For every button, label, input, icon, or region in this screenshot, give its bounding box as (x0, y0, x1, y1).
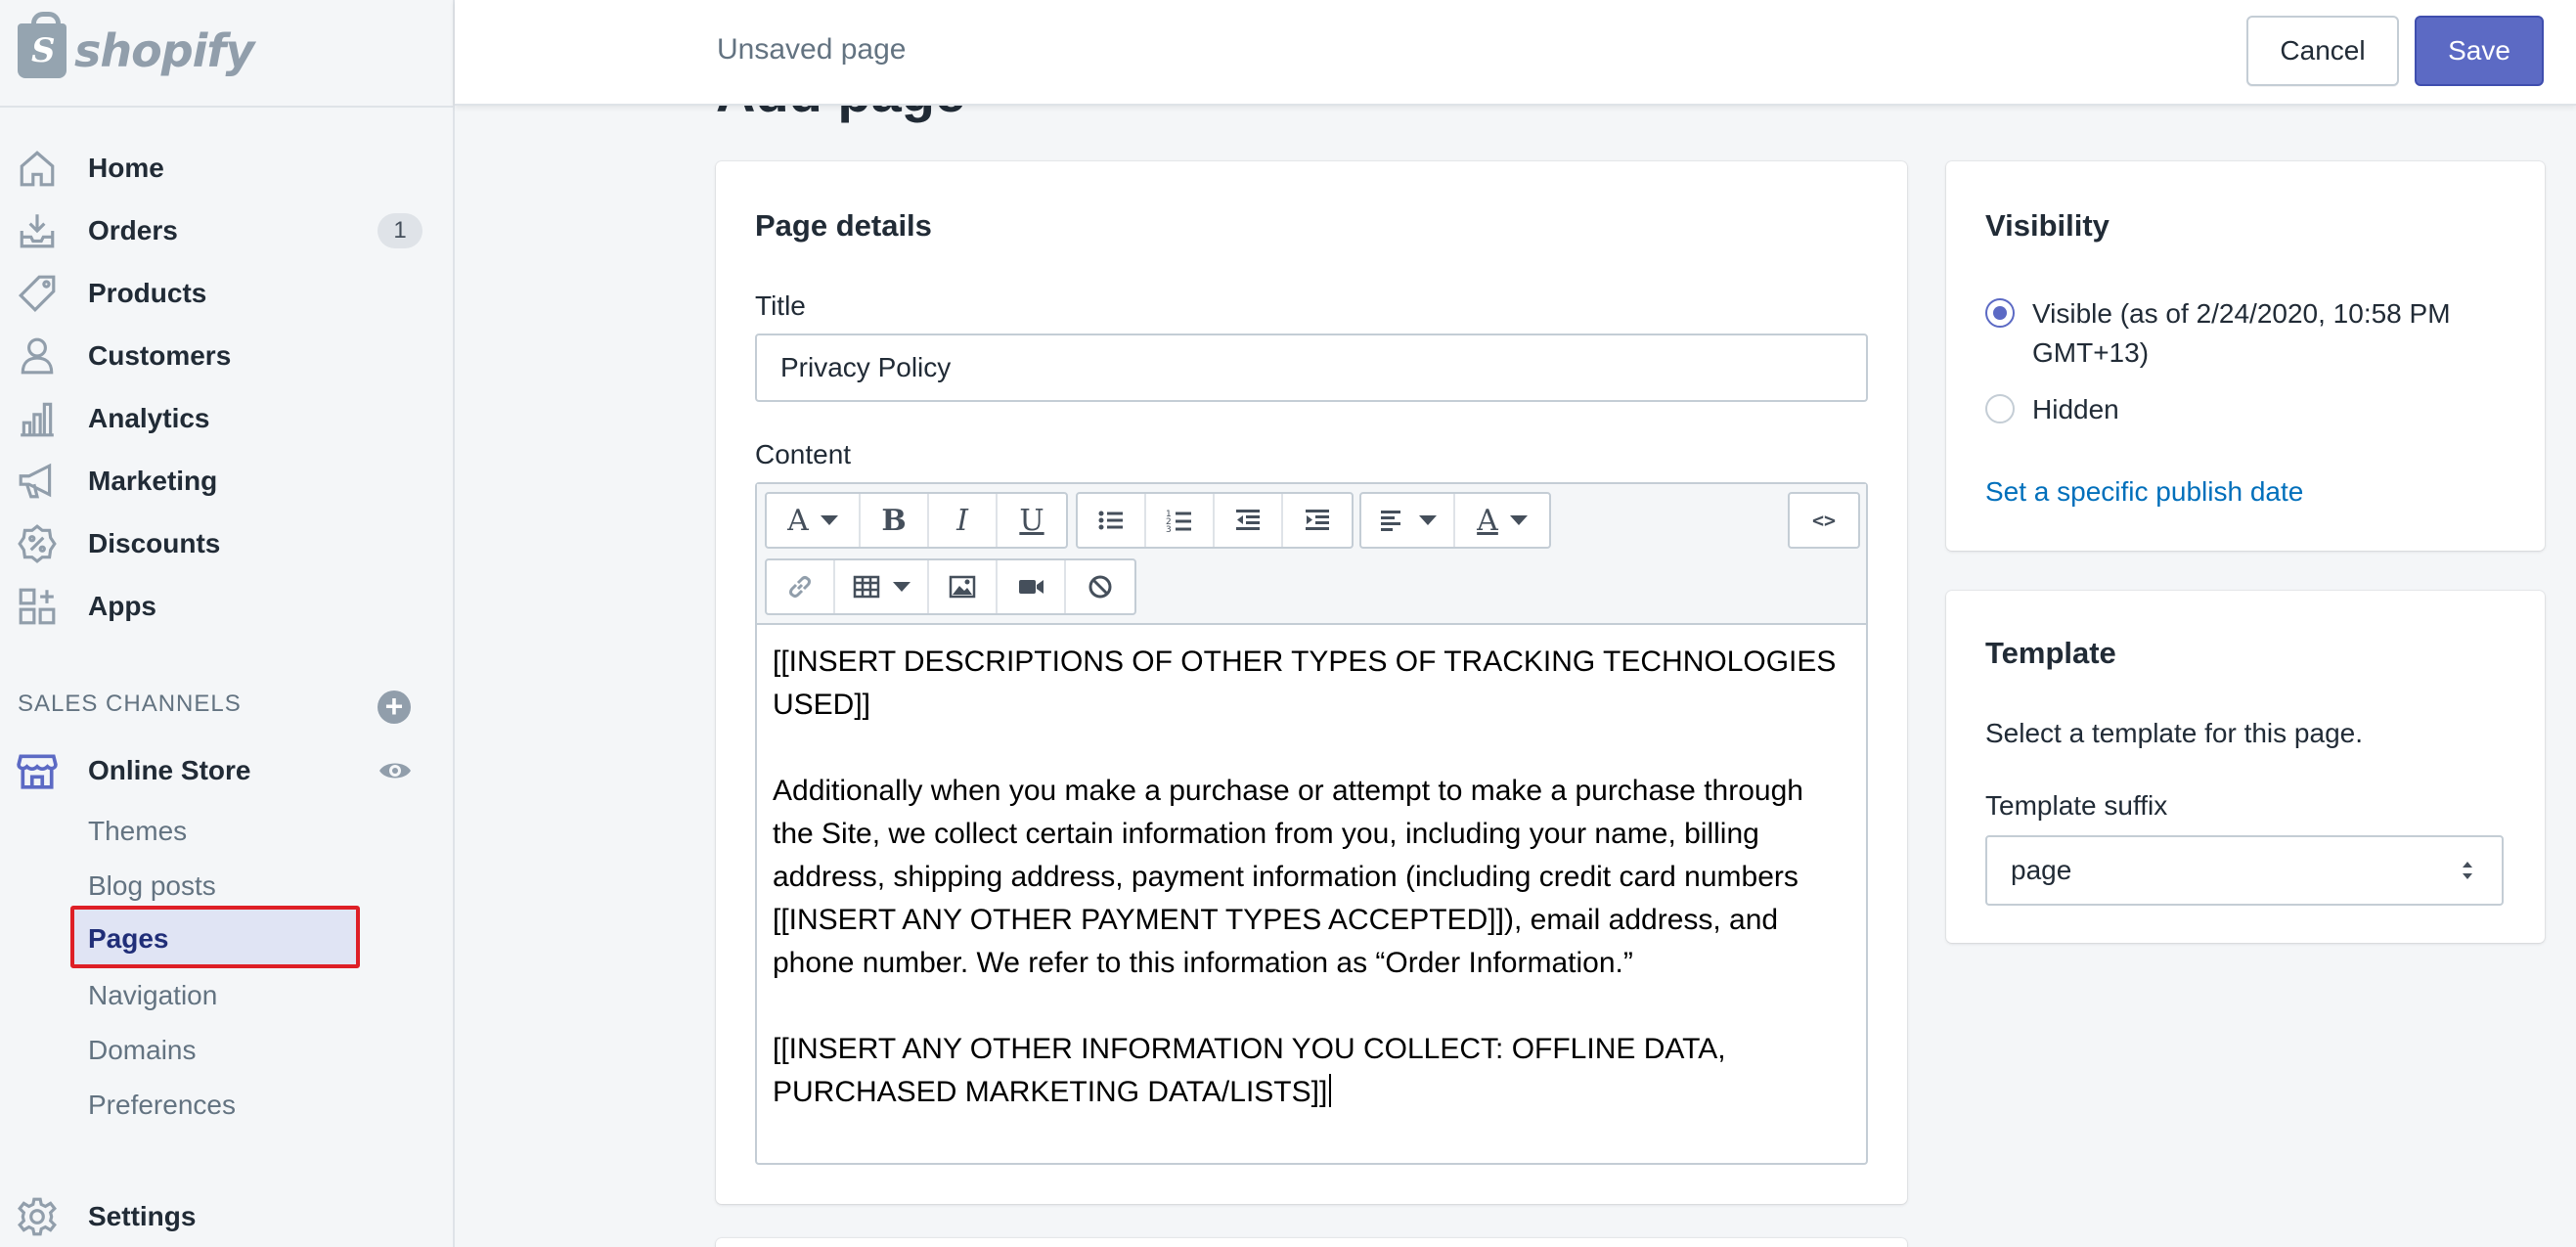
svg-text:1: 1 (1166, 510, 1172, 519)
add-sales-channel-button[interactable]: + (378, 690, 411, 724)
visibility-card (1946, 161, 2545, 551)
editor-content[interactable] (773, 641, 1848, 1114)
italic-button[interactable] (929, 494, 998, 547)
numbered-list-icon (1165, 506, 1194, 535)
content-label: Content (755, 439, 852, 469)
next-card (716, 1238, 1907, 1247)
title-input[interactable] (755, 334, 1868, 402)
orders-count-badge: 1 (378, 213, 422, 248)
bold-button[interactable] (861, 494, 929, 547)
image-icon (948, 572, 977, 601)
sidebar-item-products[interactable] (0, 264, 430, 323)
sidebar-item-marketing[interactable] (0, 452, 430, 511)
content-paragraph: [[INSERT DESCRIPTIONS OF OTHER TYPES OF TRACKING TECHNOLOGIES USED]] (773, 646, 1837, 721)
rich-text-editor[interactable] (755, 482, 1868, 1165)
sidebar (0, 0, 455, 1247)
text-color-button[interactable] (1455, 494, 1549, 547)
view-store-eye-icon[interactable] (378, 755, 413, 786)
font-format-button[interactable] (767, 494, 861, 547)
underline-button[interactable] (998, 494, 1066, 547)
sidebar-subitem-blog-posts[interactable]: Blog posts (88, 870, 216, 901)
video-camera-icon (1016, 572, 1045, 601)
sidebar-subitem-pages[interactable] (70, 906, 360, 968)
template-heading: Template (1985, 636, 2116, 670)
logo-text: shopify (74, 24, 254, 77)
text-color-glyph: A (1477, 503, 1498, 538)
page-details-card (716, 161, 1907, 1204)
person-icon (16, 334, 59, 378)
content-paragraph-text: [[INSERT ANY OTHER INFORMATION YOU COLLECT: OFFLINE DATA, PURCHASED MARKETING DATA/LISTS]] (773, 1033, 1726, 1108)
template-description: Select a template for this page. (1985, 718, 2363, 748)
chevron-down-icon (821, 515, 838, 525)
outdent-button[interactable] (1215, 494, 1283, 547)
sidebar-subitem-domains[interactable]: Domains (88, 1035, 197, 1065)
prohibit-icon (1086, 572, 1115, 601)
content-paragraph (773, 1028, 1848, 1114)
underline-glyph: U (1019, 503, 1044, 538)
sidebar-item-discounts[interactable] (0, 514, 430, 573)
font-glyph: A (787, 503, 809, 538)
insert-table-button[interactable] (835, 560, 929, 613)
sidebar-item-label: Home (88, 153, 164, 183)
sidebar-item-label: Settings (88, 1201, 197, 1231)
link-icon (785, 572, 815, 601)
gear-icon (16, 1195, 59, 1238)
code-icon: <> (1811, 509, 1837, 532)
chevron-down-icon (893, 582, 910, 592)
bulleted-list-button[interactable] (1078, 494, 1146, 547)
insert-link-button[interactable] (767, 560, 835, 613)
save-button[interactable]: Save (2415, 16, 2544, 86)
svg-text:3: 3 (1166, 525, 1172, 535)
italic-glyph: I (956, 503, 968, 538)
sidebar-item-label: Online Store (88, 755, 251, 785)
content-paragraph: Additionally when you make a purchase or attempt to make a purchase through the Site, we collect certain information from you, including your name, billing address, shipping address, payment information (including credit card numbers [[INSERT ANY OTHER PAYMENT TYPES ACCEPTED]]), email address, and phone number. We refer to this information as “Order Information.” (773, 775, 1803, 979)
sidebar-item-label: Analytics (88, 403, 210, 433)
top-bar (455, 0, 2576, 106)
align-button[interactable] (1361, 494, 1455, 547)
text-cursor (1329, 1074, 1331, 1107)
outdent-icon (1233, 506, 1263, 535)
html-group (1788, 492, 1860, 549)
megaphone-icon (16, 460, 59, 503)
sidebar-item-apps[interactable] (0, 577, 430, 636)
orders-icon (16, 209, 59, 252)
shopify-logo[interactable] (18, 22, 253, 80)
tag-icon (16, 272, 59, 315)
bold-glyph: B (881, 503, 907, 538)
editor-toolbar (757, 484, 1866, 625)
apps-icon (16, 585, 59, 628)
svg-text:2: 2 (1166, 517, 1172, 527)
indent-icon (1303, 506, 1332, 535)
sidebar-item-label: Apps (88, 591, 156, 621)
sidebar-item-label: Orders (88, 215, 178, 245)
sidebar-item-settings[interactable] (0, 1187, 430, 1246)
align-left-icon (1378, 506, 1407, 535)
chevron-down-icon (1419, 515, 1437, 525)
home-icon (16, 147, 59, 190)
sidebar-subitem-navigation[interactable]: Navigation (88, 980, 218, 1010)
sidebar-item-label: Marketing (88, 466, 218, 496)
hidden-radio[interactable] (1985, 394, 2015, 423)
format-group (765, 492, 1068, 549)
table-icon (852, 572, 881, 601)
template-suffix-label: Template suffix (1985, 790, 2168, 821)
sidebar-subitem-preferences[interactable]: Preferences (88, 1090, 236, 1120)
template-suffix-value: page (2011, 855, 2072, 885)
sidebar-item-home[interactable] (0, 139, 430, 198)
page-details-heading: Page details (755, 208, 932, 243)
discount-icon (16, 522, 59, 565)
sidebar-item-orders[interactable] (0, 201, 430, 260)
visible-radio-label: Visible (as of 2/24/2020, 10:58 PM GMT+13) (2032, 298, 2451, 368)
shopify-bag-icon (18, 23, 67, 78)
template-card (1946, 591, 2545, 943)
bar-chart-icon (16, 397, 59, 440)
sidebar-subitem-label: Pages (88, 923, 169, 954)
visible-radio[interactable] (1985, 298, 2015, 328)
sidebar-item-analytics[interactable] (0, 389, 430, 448)
chevron-down-icon (1510, 515, 1528, 525)
template-suffix-select[interactable] (1985, 835, 2504, 906)
clear-formatting-button[interactable] (1066, 560, 1134, 613)
sidebar-item-label: Products (88, 278, 207, 308)
sidebar-item-online-store[interactable] (0, 741, 430, 800)
sidebar-item-label: Discounts (88, 528, 221, 558)
bullet-list-icon (1096, 506, 1126, 535)
sidebar-item-customers[interactable] (0, 327, 430, 385)
select-arrows-icon (2461, 857, 2474, 884)
set-publish-date-link[interactable]: Set a specific publish date (1985, 476, 2304, 507)
insert-image-button[interactable] (929, 560, 998, 613)
numbered-list-button[interactable] (1146, 494, 1215, 547)
insert-video-button[interactable] (998, 560, 1066, 613)
title-label: Title (755, 290, 806, 321)
align-color-group (1359, 492, 1551, 549)
show-html-button[interactable] (1790, 494, 1858, 547)
unsaved-status: Unsaved page (717, 33, 907, 66)
sidebar-divider (0, 106, 453, 108)
indent-button[interactable] (1283, 494, 1352, 547)
sidebar-subitem-themes[interactable]: Themes (88, 816, 188, 846)
list-group (1076, 492, 1354, 549)
cancel-button[interactable]: Cancel (2246, 16, 2399, 86)
sales-channels-heading: SALES CHANNELS (18, 690, 242, 717)
hidden-radio-label: Hidden (2032, 394, 2119, 424)
store-icon (16, 749, 59, 792)
insert-group (765, 558, 1136, 615)
visibility-heading: Visibility (1985, 208, 2110, 243)
sidebar-item-label: Customers (88, 340, 232, 371)
